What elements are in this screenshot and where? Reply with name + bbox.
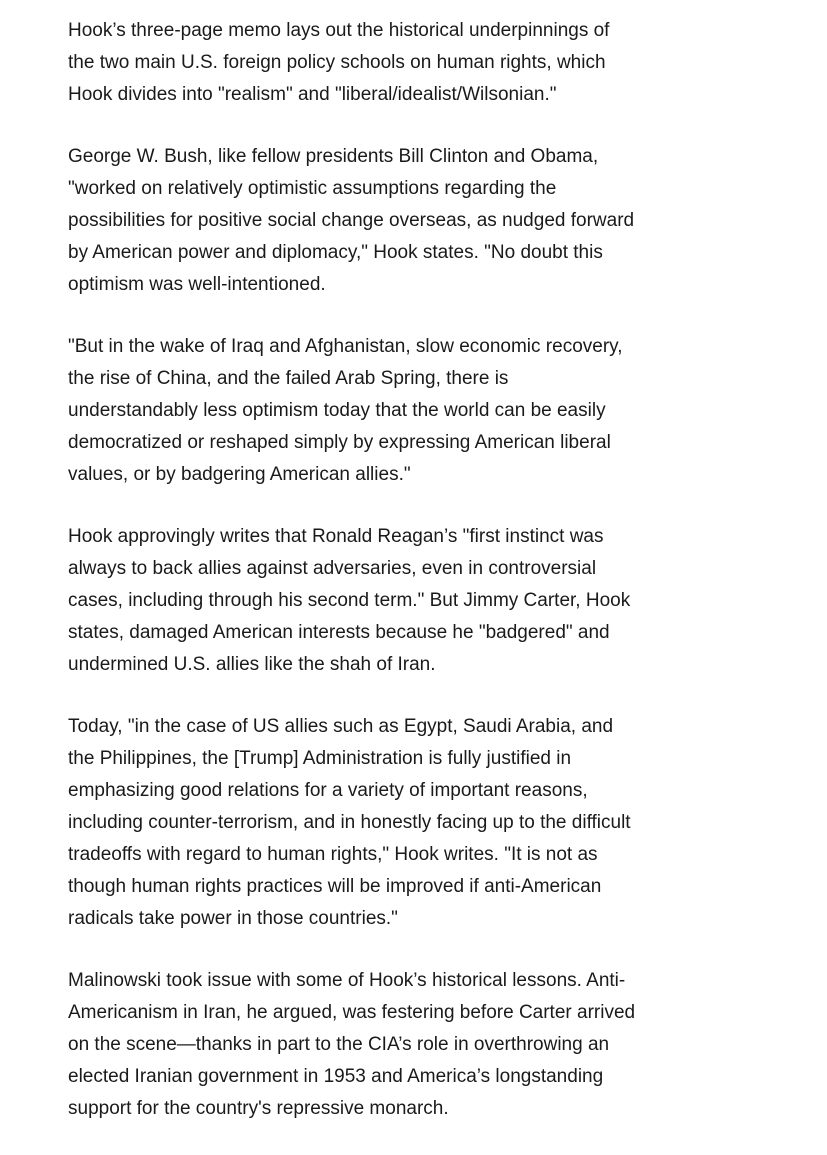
text-line: on the scene—thanks in part to the CIA’s role in overthrowing an <box>68 1034 610 1055</box>
text-line: by American power and diplomacy," Hook states. "No doubt this <box>68 242 603 263</box>
text-line: the two main U.S. foreign policy schools on human rights, which <box>68 52 606 73</box>
text-line: understandably less optimism today that the world can be easily <box>68 400 606 421</box>
text-line: "worked on relatively optimistic assumptions regarding the <box>68 178 557 199</box>
text-line: states, damaged American interests because he "badgered" and <box>68 622 610 643</box>
text-line: always to back allies against adversaries, even in controversial <box>68 558 597 579</box>
text-line: tradeoffs with regard to human rights," Hook writes. "It is not as <box>68 844 598 865</box>
paragraph <box>68 965 678 1125</box>
text-line: "But in the wake of Iraq and Afghanistan, slow economic recovery, <box>68 336 623 357</box>
text-line: George W. Bush, like fellow presidents Bill Clinton and Obama, <box>68 146 599 167</box>
text-line: optimism was well-intentioned. <box>68 274 326 295</box>
paragraph <box>68 331 678 491</box>
text-line: Malinowski took issue with some of Hook’s historical lessons. Anti- <box>68 970 626 991</box>
paragraph <box>68 711 678 935</box>
text-line: the Philippines, the [Trump] Administration is fully justified in <box>68 748 572 769</box>
text-line: emphasizing good relations for a variety of important reasons, <box>68 780 588 801</box>
text-line: possibilities for positive social change overseas, as nudged forward <box>68 210 635 231</box>
text-line: undermined U.S. allies like the shah of Iran. <box>68 654 436 675</box>
text-line: including counter-terrorism, and in honestly facing up to the difficult <box>68 812 631 833</box>
paragraph <box>68 141 678 301</box>
text-line: the rise of China, and the failed Arab Spring, there is <box>68 368 509 389</box>
text-line: radicals take power in those countries." <box>68 908 398 929</box>
text-line: elected Iranian government in 1953 and America’s longstanding <box>68 1066 604 1087</box>
text-line: Hook’s three-page memo lays out the historical underpinnings of <box>68 20 610 41</box>
text-line: Hook divides into "realism" and "liberal/idealist/Wilsonian." <box>68 84 557 105</box>
text-line: cases, including through his second term." But Jimmy Carter, Hook <box>68 590 631 611</box>
text-line: Today, "in the case of US allies such as Egypt, Saudi Arabia, and <box>68 716 614 737</box>
text-line: support for the country's repressive monarch. <box>68 1098 449 1119</box>
text-line: though human rights practices will be improved if anti-American <box>68 876 602 897</box>
text-line: democratized or reshaped simply by expressing American liberal <box>68 432 611 453</box>
paragraph <box>68 521 678 681</box>
paragraph <box>68 15 678 111</box>
article-body <box>68 15 678 1155</box>
text-line: Hook approvingly writes that Ronald Reagan’s "first instinct was <box>68 526 604 547</box>
text-line: Americanism in Iran, he argued, was festering before Carter arrived <box>68 1002 636 1023</box>
text-line: values, or by badgering American allies." <box>68 464 411 485</box>
